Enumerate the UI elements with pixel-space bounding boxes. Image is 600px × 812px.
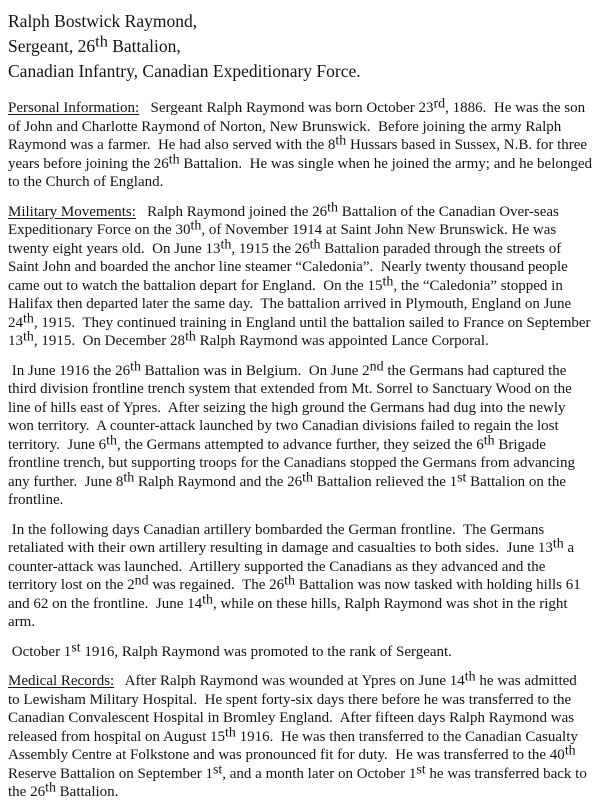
text-run: , 1915. On December 28 bbox=[33, 333, 186, 349]
title-line-name bbox=[8, 9, 592, 34]
ordinal-superscript: th bbox=[225, 724, 236, 740]
text-run: In June 1916 the 26 bbox=[8, 362, 131, 379]
paragraph-military-movements bbox=[8, 199, 595, 351]
ordinal-superscript: nd bbox=[369, 358, 384, 374]
text-run: , 1915 the 26 bbox=[231, 240, 310, 257]
text-run: Battalion, bbox=[107, 36, 181, 56]
text-run: Battalion relieved the 1 bbox=[312, 473, 458, 490]
ordinal-superscript: st bbox=[416, 761, 426, 777]
text-run: he was transferred back to the 26 bbox=[8, 765, 591, 800]
text-run: Ralph Raymond and the 26 bbox=[134, 473, 303, 490]
ordinal-superscript: th bbox=[483, 432, 495, 448]
ordinal-superscript: st bbox=[212, 761, 223, 777]
ordinal-superscript: th bbox=[45, 780, 56, 796]
ordinal-superscript: st bbox=[71, 639, 81, 655]
text-run: 1916, Ralph Raymond was promoted to the rank of Sergeant. bbox=[80, 643, 452, 660]
text-run: Battalion on the frontline. bbox=[8, 473, 570, 508]
ordinal-superscript: rd bbox=[433, 96, 446, 112]
text-run: Battalion paraded through the streets of Saint John and boarded the anchor line steamer “Caledonia”. Nearly twenty thousand people came out to watch the battalion depart for England. On the 15 bbox=[8, 240, 572, 294]
text-run: Ralph Bostwick Raymond, bbox=[8, 11, 198, 31]
text-run: October 1 bbox=[8, 643, 72, 660]
ordinal-superscript: th bbox=[202, 591, 213, 607]
text-run: Battalion of the Canadian Over-seas Expeditionary Force on the 30 bbox=[8, 203, 563, 238]
ordinal-superscript: th bbox=[123, 469, 135, 485]
ordinal-superscript: th bbox=[220, 236, 232, 252]
document-title bbox=[8, 9, 592, 84]
text-run: Ralph Raymond joined the 26 bbox=[135, 203, 328, 220]
ordinal-superscript: th bbox=[168, 151, 180, 167]
text-run: After Ralph Raymond was wounded at Ypres on June 14 bbox=[114, 673, 465, 689]
text-run: Battalion. He was single when he joined the army; and he belonged to the Church of England. bbox=[8, 155, 596, 190]
ordinal-superscript: th bbox=[564, 743, 576, 759]
paragraph-june-1916-belgium bbox=[8, 358, 592, 510]
ordinal-superscript: th bbox=[327, 199, 338, 215]
ordinal-superscript: th bbox=[95, 32, 108, 51]
paragraph-promotion bbox=[8, 639, 592, 662]
text-run: was regained. The 26 bbox=[148, 577, 285, 593]
ordinal-superscript: th bbox=[23, 310, 34, 326]
ordinal-superscript: th bbox=[335, 133, 347, 149]
ordinal-superscript: th bbox=[302, 469, 313, 485]
text-run: , the Germans attempted to advance further, they seized the 6 bbox=[117, 436, 484, 453]
ordinal-superscript: st bbox=[457, 469, 467, 485]
section-heading: Personal Information: bbox=[8, 100, 140, 116]
text-run: , while on these hills, Ralph Raymond was shot in the right arm. bbox=[8, 595, 572, 630]
text-run: Battalion. bbox=[55, 784, 119, 800]
ordinal-superscript: th bbox=[552, 536, 564, 552]
text-run: In the following days Canadian artillery bombarded the German frontline. The Germans retaliated with their own artillery resulting in damage and casualties to both sides. June 13 bbox=[8, 521, 553, 556]
text-run: Reserve Battalion on September 1 bbox=[8, 747, 580, 782]
text-run: Sergeant Ralph Raymond was born October 23 bbox=[139, 100, 434, 116]
ordinal-superscript: th bbox=[23, 329, 34, 345]
ordinal-superscript: th bbox=[309, 236, 321, 252]
text-run: Battalion was now tasked with holding hills 61 and 62 on the frontline. June 14 bbox=[8, 577, 585, 612]
text-run: the Germans had captured the third division frontline trench system that extended from Mt. Sorrel to Sanctuary Wood on the line of hills east of Ypres. After seizing the high ground the Germans had dug into the newly won territory. A counter-attack launched by two Canadian divisions failed to regain the lost territory. June 6 bbox=[8, 362, 576, 453]
text-run: a counter-attack was launched. Artillery supported the Canadians as they advanced and the territory lost on the 2 bbox=[8, 540, 578, 593]
ordinal-superscript: th bbox=[464, 669, 476, 685]
text-run: he was admitted to Lewisham Military Hospital. He spent forty-six days there before he was transferred to the Canadian Convalescent Hospital in Bromley England. After fifteen days Ralph Raymond was released from hospital on August 15 bbox=[8, 673, 581, 745]
text-run: , 1886. He was the son of John and Charlotte Raymond of Norton, New Brunswick. Before joining the army Ralph Raymond was a farmer. He had also served with the 8 bbox=[8, 100, 589, 153]
ordinal-superscript: th bbox=[190, 218, 202, 234]
title-line-rank-battalion bbox=[8, 34, 592, 59]
text-run: Hussars based in Sussex, N.B. for three years before joining the 26 bbox=[8, 137, 591, 172]
text-run: Sergeant, 26 bbox=[8, 36, 96, 56]
ordinal-superscript: th bbox=[185, 329, 196, 345]
text-run: , and a month later on October 1 bbox=[222, 765, 417, 782]
ordinal-superscript: th bbox=[130, 358, 141, 374]
ordinal-superscript: th bbox=[284, 573, 295, 589]
ordinal-superscript: th bbox=[382, 273, 394, 289]
text-run: Ralph Raymond was appointed Lance Corporal. bbox=[195, 333, 489, 349]
text-run: , of November 1914 at Saint John New Brunswick. He was twenty eight years old. On June 13 bbox=[8, 222, 561, 257]
section-heading: Military Movements: bbox=[8, 203, 136, 220]
text-run: Battalion was in Belgium. On June 2 bbox=[140, 362, 370, 379]
text-run: 1916. He was then transferred to the Canadian Casualty Assembly Centre at Folkstone and was pronounced fit for duty. He was transferred to the 40 bbox=[8, 728, 581, 763]
paragraph-personal-information bbox=[8, 96, 596, 192]
ordinal-superscript: nd bbox=[134, 573, 149, 589]
text-run: Brigade frontline trench, but supporting troops for the Canadians stopped the Germans from advancing any further. June 8 bbox=[8, 436, 579, 490]
paragraph-medical-records bbox=[8, 669, 592, 802]
ordinal-superscript: th bbox=[106, 432, 118, 448]
text-run: , the “Caledonia” stopped in Halifax then departed later the same day. The battalion arrived in Plymouth, England on June 24 bbox=[8, 277, 575, 331]
paragraph-artillery-counter-attack bbox=[8, 521, 592, 632]
text-run: Canadian Infantry, Canadian Expeditionary Force. bbox=[8, 61, 361, 81]
section-heading: Medical Records: bbox=[8, 673, 115, 689]
text-run: , 1915. They continued training in England until the battalion sailed to France on September 13 bbox=[8, 314, 595, 349]
title-line-force bbox=[8, 59, 592, 84]
